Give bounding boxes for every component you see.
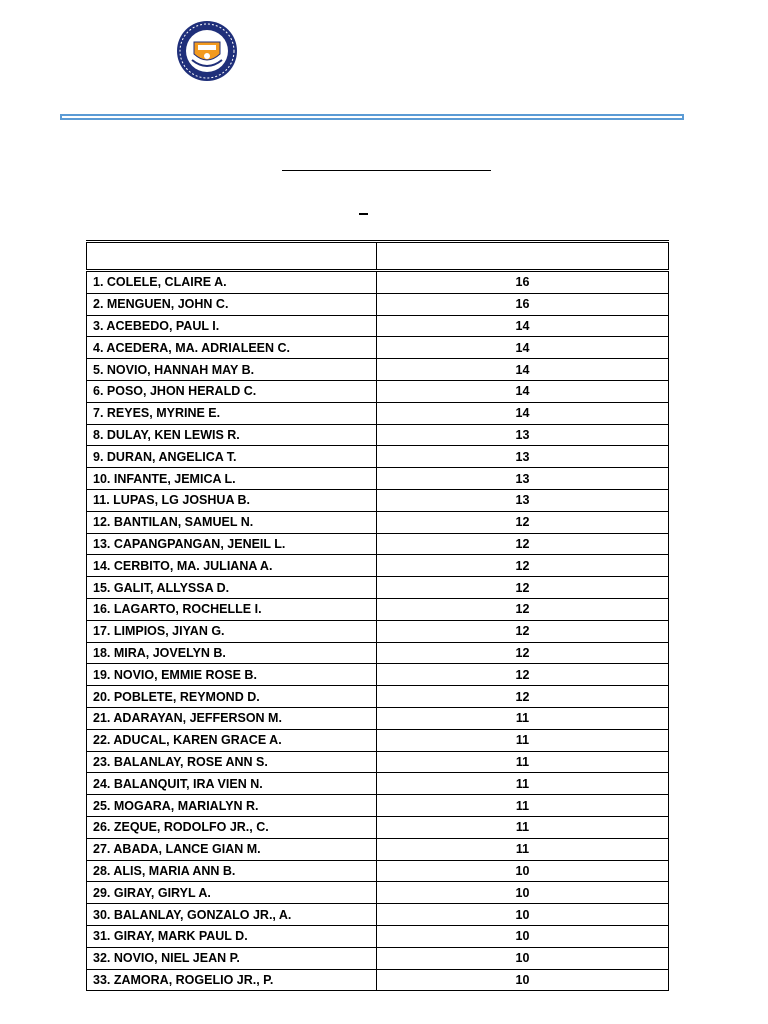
table-row: [87, 337, 669, 359]
table-row: [87, 882, 669, 904]
table-row: [87, 904, 669, 926]
student-name: 33. ZAMORA, ROGELIO JR., P.: [87, 969, 377, 991]
student-name: 32. NOVIO, NIEL JEAN P.: [87, 947, 377, 969]
results-table: [86, 240, 669, 991]
table-row: [87, 686, 669, 708]
student-score: 11: [377, 816, 669, 838]
student-score: 14: [377, 337, 669, 359]
student-name: 1. COLELE, CLAIRE A.: [87, 271, 377, 294]
student-score: 16: [377, 293, 669, 315]
table-row: [87, 773, 669, 795]
table-header-row: [87, 242, 669, 271]
table-row: [87, 598, 669, 620]
header-bar: [60, 114, 684, 120]
student-score: 11: [377, 795, 669, 817]
table-row: [87, 795, 669, 817]
table-row: [87, 555, 669, 577]
student-name: 3. ACEBEDO, PAUL I.: [87, 315, 377, 337]
table-row: [87, 729, 669, 751]
student-name: 13. CAPANGPANGAN, JENEIL L.: [87, 533, 377, 555]
student-name: 15. GALIT, ALLYSSA D.: [87, 577, 377, 599]
student-name: 21. ADARAYAN, JEFFERSON M.: [87, 707, 377, 729]
student-name: 20. POBLETE, REYMOND D.: [87, 686, 377, 708]
student-name: 18. MIRA, JOVELYN B.: [87, 642, 377, 664]
table-row: [87, 402, 669, 424]
student-name: 7. REYES, MYRINE E.: [87, 402, 377, 424]
table-row: [87, 707, 669, 729]
table-row: [87, 969, 669, 991]
student-name: 25. MOGARA, MARIALYN R.: [87, 795, 377, 817]
table-row: [87, 380, 669, 402]
student-name: 16. LAGARTO, ROCHELLE I.: [87, 598, 377, 620]
table-row: [87, 947, 669, 969]
student-score: 10: [377, 925, 669, 947]
student-score: 11: [377, 751, 669, 773]
student-score: 12: [377, 620, 669, 642]
student-score: 11: [377, 707, 669, 729]
score-column-header: [377, 242, 669, 271]
student-name: 8. DULAY, KEN LEWIS R.: [87, 424, 377, 446]
student-score: 14: [377, 380, 669, 402]
table-row: [87, 315, 669, 337]
student-score: 11: [377, 729, 669, 751]
table-row: [87, 751, 669, 773]
student-score: 12: [377, 511, 669, 533]
table-row: [87, 577, 669, 599]
student-score: 10: [377, 860, 669, 882]
student-name: 9. DURAN, ANGELICA T.: [87, 446, 377, 468]
student-score: 14: [377, 402, 669, 424]
table-row: [87, 642, 669, 664]
table-row: [87, 489, 669, 511]
student-score: 12: [377, 598, 669, 620]
student-score: 12: [377, 686, 669, 708]
student-name: 17. LIMPIOS, JIYAN G.: [87, 620, 377, 642]
table-row: [87, 664, 669, 686]
table-row: [87, 511, 669, 533]
student-score: 13: [377, 489, 669, 511]
student-name: 10. INFANTE, JEMICA L.: [87, 468, 377, 490]
student-score: 13: [377, 424, 669, 446]
student-name: 23. BALANLAY, ROSE ANN S.: [87, 751, 377, 773]
student-name: 29. GIRAY, GIRYL A.: [87, 882, 377, 904]
university-seal-logo: [172, 20, 242, 82]
title-underline: [282, 170, 491, 171]
student-name: 31. GIRAY, MARK PAUL D.: [87, 925, 377, 947]
table-row: [87, 860, 669, 882]
student-score: 14: [377, 359, 669, 381]
table-row: [87, 446, 669, 468]
table-row: [87, 293, 669, 315]
table-row: [87, 816, 669, 838]
subtitle-dash: [359, 213, 368, 215]
student-score: 11: [377, 773, 669, 795]
student-score: 12: [377, 555, 669, 577]
table-row: [87, 424, 669, 446]
student-score: 10: [377, 882, 669, 904]
student-name: 6. POSO, JHON HERALD C.: [87, 380, 377, 402]
table-row: [87, 838, 669, 860]
student-name: 5. NOVIO, HANNAH MAY B.: [87, 359, 377, 381]
table-row: [87, 620, 669, 642]
table-row: [87, 359, 669, 381]
student-name: 11. LUPAS, LG JOSHUA B.: [87, 489, 377, 511]
student-name: 28. ALIS, MARIA ANN B.: [87, 860, 377, 882]
student-name: 24. BALANQUIT, IRA VIEN N.: [87, 773, 377, 795]
student-name: 12. BANTILAN, SAMUEL N.: [87, 511, 377, 533]
student-score: 10: [377, 947, 669, 969]
student-score: 10: [377, 904, 669, 926]
student-score: 12: [377, 533, 669, 555]
student-score: 13: [377, 468, 669, 490]
student-score: 12: [377, 664, 669, 686]
student-name: 27. ABADA, LANCE GIAN M.: [87, 838, 377, 860]
student-name: 4. ACEDERA, MA. ADRIALEEN C.: [87, 337, 377, 359]
student-name: 19. NOVIO, EMMIE ROSE B.: [87, 664, 377, 686]
table-row: [87, 925, 669, 947]
student-score: 13: [377, 446, 669, 468]
student-score: 14: [377, 315, 669, 337]
student-score: 12: [377, 642, 669, 664]
student-name: 2. MENGUEN, JOHN C.: [87, 293, 377, 315]
student-score: 10: [377, 969, 669, 991]
student-name: 26. ZEQUE, RODOLFO JR., C.: [87, 816, 377, 838]
student-name: 14. CERBITO, MA. JULIANA A.: [87, 555, 377, 577]
table-row: [87, 533, 669, 555]
student-score: 16: [377, 271, 669, 294]
student-score: 12: [377, 577, 669, 599]
student-name: 30. BALANLAY, GONZALO JR., A.: [87, 904, 377, 926]
table-row: [87, 271, 669, 294]
name-column-header: [87, 242, 377, 271]
student-score: 11: [377, 838, 669, 860]
table-row: [87, 468, 669, 490]
student-name: 22. ADUCAL, KAREN GRACE A.: [87, 729, 377, 751]
